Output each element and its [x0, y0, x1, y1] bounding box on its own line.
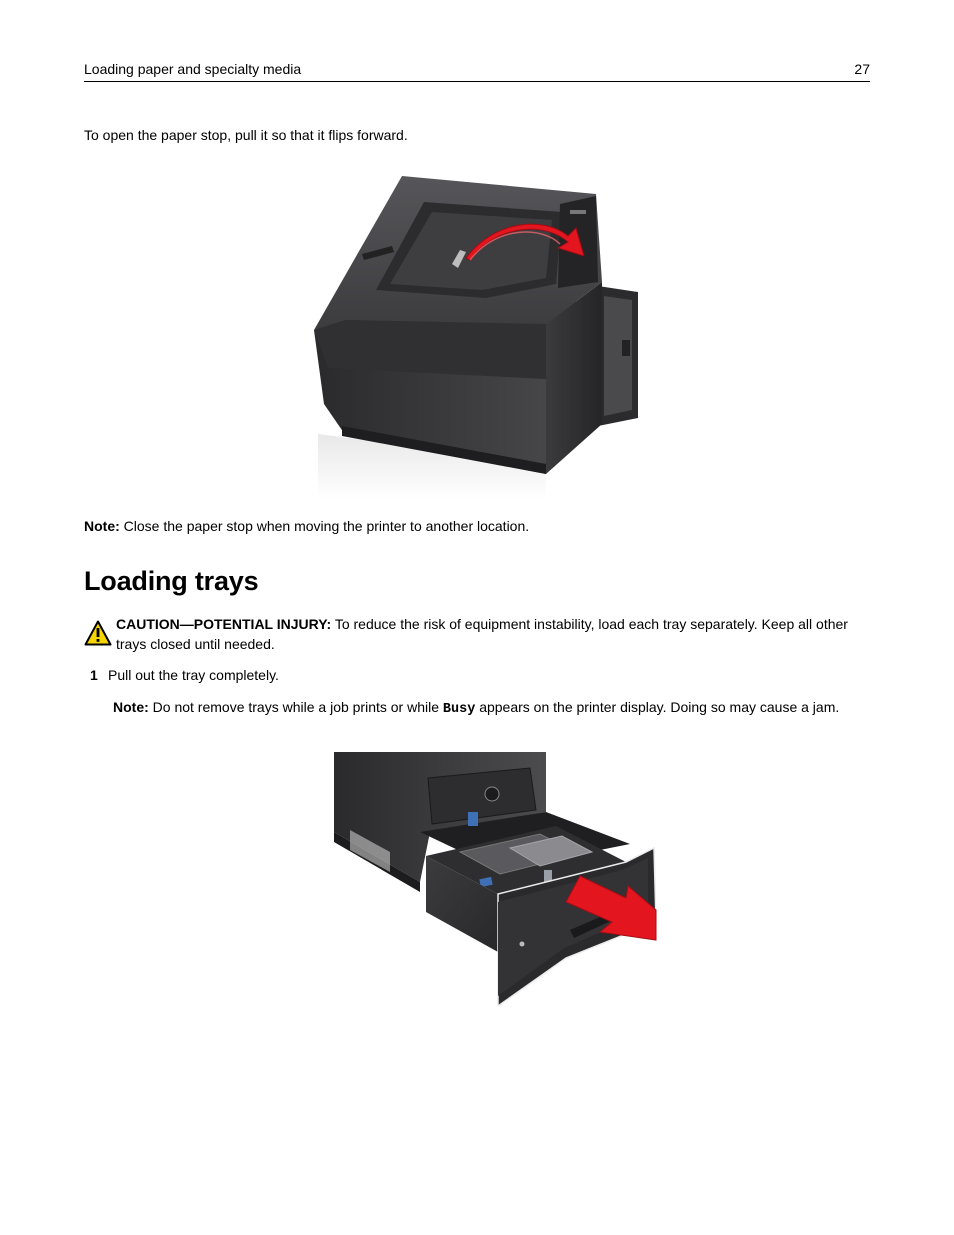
note-text-after: appears on the printer display. Doing so may cause a jam. — [475, 699, 840, 715]
section-heading: Loading trays — [84, 566, 259, 596]
note-label: Note: — [84, 518, 120, 534]
note-text-before: Do not remove trays while a job prints or while — [148, 699, 443, 715]
note-text: Close the paper stop when moving the printer to another location. — [119, 518, 530, 534]
tray-pull-out-illustration — [330, 752, 660, 1006]
display-code-busy: Busy — [442, 702, 476, 717]
caution-block — [84, 614, 870, 658]
step-text: Pull out the tray completely. — [108, 667, 279, 683]
printer-paper-stop-illustration — [306, 164, 646, 504]
header-page-number: 27 — [854, 61, 870, 77]
page-header — [84, 61, 870, 82]
caution-text — [116, 614, 860, 654]
caution-label: CAUTION—POTENTIAL INJURY: — [116, 616, 332, 632]
note-label: Note: — [113, 699, 149, 715]
note-paper-stop — [84, 516, 529, 536]
caution-body: To reduce the risk of equipment instability, load each tray separately. Keep all other trays closed until needed. — [116, 616, 848, 652]
note-remove-trays — [113, 697, 873, 720]
step-number: 1 — [90, 667, 98, 683]
header-section-title: Loading paper and specialty media — [84, 61, 302, 77]
warning-triangle-icon — [84, 620, 112, 646]
intro-paragraph: To open the paper stop, pull it so that it flips forward. — [84, 127, 408, 143]
